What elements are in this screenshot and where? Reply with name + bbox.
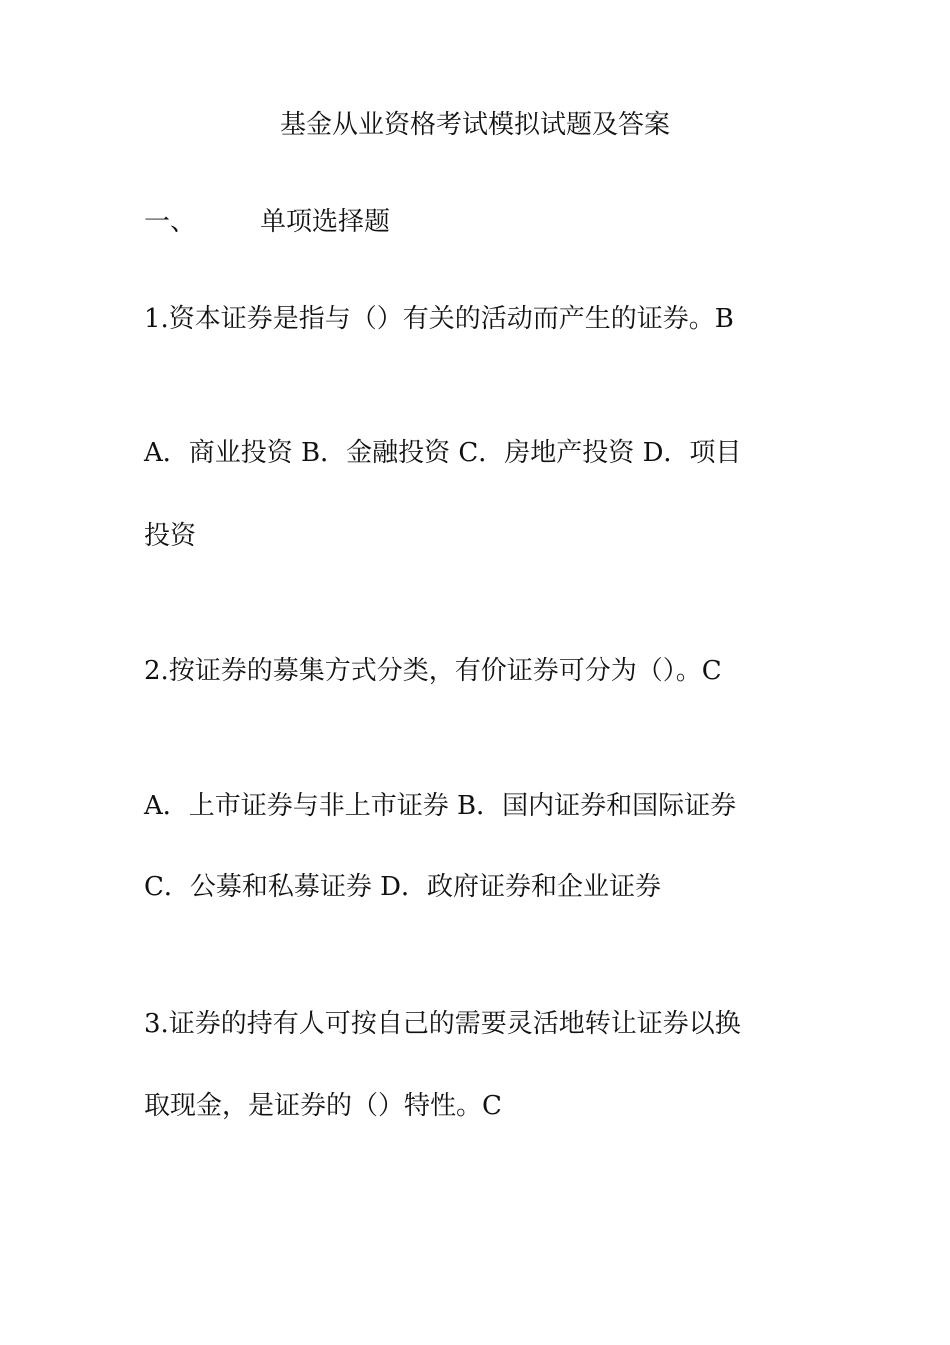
question-2-text: 2.按证券的募集方式分类，有价证券可分为（）。C (144, 656, 722, 686)
question-1-options-line-1: A．商业投资 B．金融投资 C．房地产投资 D．项目 (144, 438, 742, 468)
section-title: 单项选择题 (260, 207, 391, 237)
question-2-options-line-1: A．上市证券与非上市证券 B．国内证券和国际证券 (144, 791, 737, 821)
question-1-options-line-2: 投资 (144, 521, 197, 551)
question-2-options-line-2: C．公募和私募证券 D．政府证券和企业证券 (144, 872, 662, 902)
question-3-text-line-1: 3.证券的持有人可按自己的需要灵活地转让证券以换 (144, 1009, 741, 1039)
question-3-text-line-2: 取现金，是证券的（）特性。C (144, 1091, 502, 1121)
question-1-text: 1.资本证券是指与（）有关的活动而产生的证券。B (144, 304, 734, 334)
section-number: 一、 (144, 207, 197, 237)
document-title: 基金从业资格考试模拟试题及答案 (279, 110, 670, 140)
